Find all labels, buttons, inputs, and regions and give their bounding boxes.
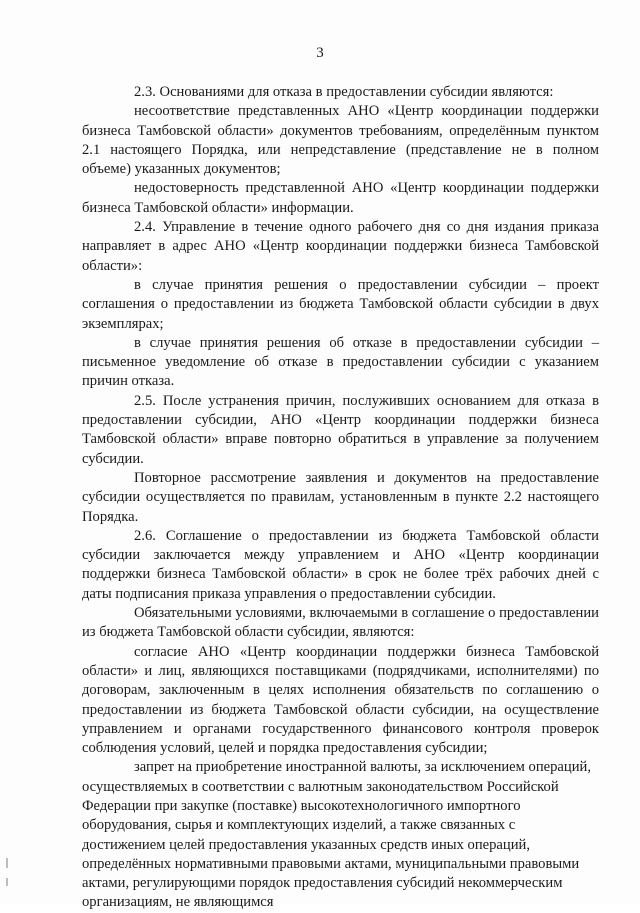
- paragraph-2-3-reason-1: несоответствие представленных АНО «Центр координации поддержки бизнеса Тамбовской области» документов требованиям, определённым пунктом 2.1 настоящего Порядка, или непредставление (представление не в полном объеме) указанных документов;: [82, 103, 599, 178]
- scan-edge-mark: [6, 878, 8, 886]
- paragraph-2-6-condition-consent: согласие АНО «Центр координации поддержки бизнеса Тамбовской области» и лиц, являющихся поставщиками (подрядчиками, исполнителями) по договорам, заключенным в целях исполнения обязательств по соглашению о предоставлении из бюджета Тамбовской области субсидии, на осуществление управлением и органами государственного финансового контроля проверок соблюдения условий, целей и порядка предоставления субсидии;: [82, 643, 599, 757]
- document-body: [82, 83, 599, 913]
- scan-edge-mark: [6, 858, 8, 868]
- paragraph-2-3: 2.3. Основаниями для отказа в предоставлении субсидии являются:: [134, 84, 554, 100]
- paragraph-2-4: 2.4. Управление в течение одного рабочего дня со дня издания приказа направляет в адрес АНО «Центр координации поддержки бизнеса Тамбовской области»:: [82, 219, 599, 274]
- paragraph-2-3-reason-2: недостоверность представленной АНО «Центр координации поддержки бизнеса Тамбовской области» информации.: [82, 180, 599, 216]
- page-number: 3: [316, 45, 324, 61]
- paragraph-2-6-condition-currency: запрет на приобретение иностранной валюты, за исключением операций, осуществляемых в соответствии с валютным законодательством Российской Федерации при закупке (поставке) высокотехнологичного импортного оборудования, сырья и комплектующих изделий, а также связанных с достижением целей предоставления указанных средств иных операций, определённых нормативными правовыми актами, муниципальными правовыми актами, регулирующими порядок предоставления субсидий некоммерческим организациям, не являющимся: [82, 759, 591, 911]
- paragraph-2-4-case-refusal: в случае принятия решения об отказе в предоставлении субсидии – письменное уведомление об отказе в предоставлении субсидии с указанием причин отказа.: [82, 334, 599, 390]
- paragraph-2-5-review: Повторное рассмотрение заявления и документов на предоставление субсидии осуществляется по правилам, установленным в пункте 2.2 настоящего Порядка.: [82, 469, 599, 525]
- paragraph-2-5: 2.5. После устранения причин, послуживших основанием для отказа в предоставлении субсидии, АНО «Центр координации поддержки бизнеса Тамбовской области» вправе повторно обратиться в управление за получением субсидии.: [82, 392, 599, 467]
- paragraph-2-6-conditions: Обязательными условиями, включаемыми в соглашение о предоставлении из бюджета Тамбовской области субсидии, являются:: [82, 605, 599, 641]
- paragraph-2-6: 2.6. Соглашение о предоставлении из бюджета Тамбовской области субсидии заключается между управлением и АНО «Центр координации поддержки бизнеса Тамбовской области» в срок не более трёх рабочих дней с даты подписания приказа управления о предоставлении субсидии.: [82, 527, 599, 602]
- paragraph-2-4-case-grant: в случае принятия решения о предоставлении субсидии – проект соглашения о предоставлении из бюджета Тамбовской области субсидии в двух экземплярах;: [82, 276, 599, 332]
